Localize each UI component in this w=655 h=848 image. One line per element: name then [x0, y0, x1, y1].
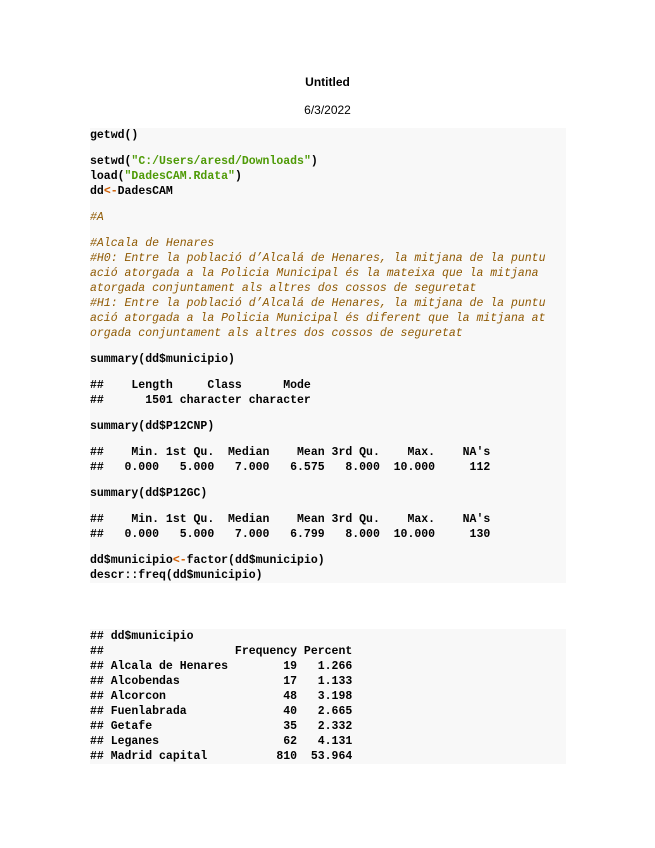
comment-line: #Alcala de Henares: [90, 237, 215, 250]
comment-line: #A: [90, 211, 104, 224]
output-line: ## Min. 1st Qu. Median Mean 3rd Qu. Max. NA's: [90, 513, 491, 526]
code-line-load: load("DadesCAM.Rdata"): [90, 170, 242, 183]
code-line-summary-p12gc: summary(dd$P12GC): [90, 487, 208, 500]
freq-table-line: ## Alcala de Henares 19 1.266: [90, 660, 353, 673]
freq-table-line: ## Leganes 62 4.131: [90, 735, 353, 748]
freq-table-line: ## Alcobendas 17 1.133: [90, 675, 353, 688]
code-line-summary-p12cnp: summary(dd$P12CNP): [90, 420, 215, 433]
output-line: ## Length Class Mode: [90, 379, 311, 392]
freq-table-line: ## dd$municipio: [90, 630, 194, 643]
document-date: 6/3/2022: [304, 103, 351, 117]
code-line-getwd: getwd(): [90, 129, 139, 142]
code-line-factor: dd$municipio<-factor(dd$municipio): [90, 554, 325, 567]
code-line-assign: dd<-DadesCAM: [90, 185, 173, 198]
output-line: ## 1501 character character: [90, 394, 311, 407]
freq-table-line: ## Madrid capital 810 53.964: [90, 750, 353, 763]
comment-line: ació atorgada a la Policia Municipal és la mateixa que la mitjana: [90, 267, 539, 280]
freq-table-line: ## Alcorcon 48 3.198: [90, 690, 353, 703]
comment-line: #H0: Entre la població d’Alcalá de Henares, la mitjana de la puntu: [90, 252, 546, 265]
code-line-summary-municipio: summary(dd$municipio): [90, 353, 235, 366]
output-line: ## 0.000 5.000 7.000 6.799 8.000 10.000 130: [90, 528, 491, 541]
comment-line: ació atorgada a la Policia Municipal és diferent que la mitjana at: [90, 312, 546, 325]
code-block-main: [90, 128, 566, 583]
freq-table-line: ## Frequency Percent: [90, 645, 353, 658]
output-line: ## Min. 1st Qu. Median Mean 3rd Qu. Max. NA's: [90, 446, 491, 459]
output-block-freq: [90, 629, 566, 764]
comment-line: #H1: Entre la població d’Alcalá de Henares, la mitjana de la puntu: [90, 297, 546, 310]
comment-line: orgada conjuntament als altres dos cossos de seguretat: [90, 327, 463, 340]
freq-table-line: ## Fuenlabrada 40 2.665: [90, 705, 353, 718]
code-line-freq: descr::freq(dd$municipio): [90, 569, 263, 582]
comment-line: atorgada conjuntament als altres dos cossos de seguretat: [90, 282, 477, 295]
code-line-setwd: setwd("C:/Users/aresd/Downloads"): [90, 155, 318, 168]
document-title: Untitled: [305, 75, 350, 89]
output-line: ## 0.000 5.000 7.000 6.575 8.000 10.000 112: [90, 461, 491, 474]
freq-table-line: ## Getafe 35 2.332: [90, 720, 353, 733]
